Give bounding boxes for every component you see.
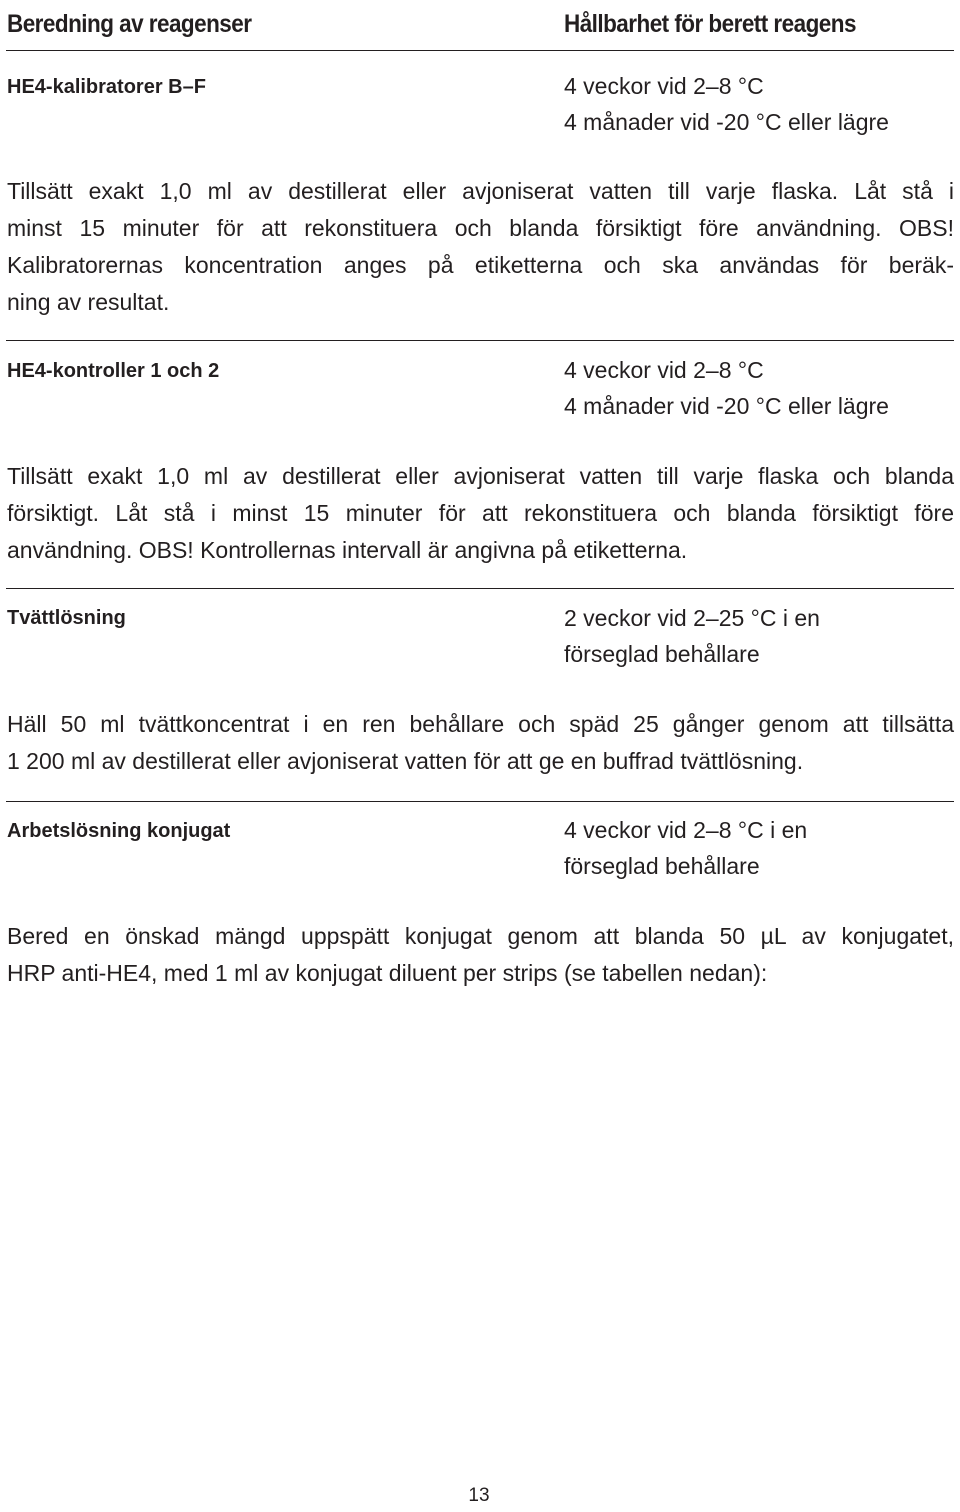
section-text-calibrators	[7, 173, 954, 321]
section-stability-wash-solution	[564, 600, 820, 672]
stability-line: förseglad behållare	[564, 853, 760, 879]
section-label-conjugate: Arbetslösning konjugat	[7, 820, 231, 842]
section-text-conjugate	[7, 918, 954, 992]
text-line: Tillsätt exakt 1,0 ml av destillerat eller avjoniserat vatten till varje flaska. Låt stå i	[7, 178, 954, 204]
section-stability-conjugate	[564, 812, 807, 884]
text-line: Häll 50 ml tvättkoncentrat i en ren behållare och späd 25 gånger genom att tillsätta	[7, 711, 954, 737]
page-number	[0, 1485, 960, 1507]
text-line: 1 200 ml av destillerat eller avjoniserat vatten för att ge en buffrad tvättlösning.	[7, 748, 804, 774]
text-line: Bered en önskad mängd uppspätt konjugat genom att blanda 50 µL av konjugatet,	[7, 923, 954, 949]
text-line: HRP anti-HE4, med 1 ml av konjugat diluent per strips (se tabellen nedan):	[7, 960, 768, 986]
section-text-controls	[7, 458, 954, 569]
text-line: ning av resultat.	[7, 289, 170, 315]
text-line: Tillsätt exakt 1,0 ml av destillerat eller avjoniserat vatten till varje flaska och blanda	[7, 463, 954, 489]
stability-line: 2 veckor vid 2–25 °C i en	[564, 605, 820, 631]
stability-line: 4 månader vid -20 °C eller lägre	[564, 393, 889, 419]
stability-line: förseglad behållare	[564, 641, 760, 667]
text-line: minst 15 minuter för att rekonstituera och blanda försiktigt före användning. OBS!	[7, 215, 954, 241]
section-label-controls: HE4-kontroller 1 och 2	[7, 360, 220, 382]
section-stability-controls	[564, 352, 889, 424]
section-divider	[6, 801, 954, 802]
stability-line: 4 månader vid -20 °C eller lägre	[564, 109, 889, 135]
column-header-preparation: Beredning av reagenser	[7, 10, 252, 38]
stability-line: 4 veckor vid 2–8 °C i en	[564, 817, 808, 843]
section-label-calibrators: HE4-kalibratorer B–F	[7, 76, 206, 98]
section-text-wash-solution	[7, 706, 954, 780]
page-number-text: 13	[468, 1485, 490, 1506]
header-divider	[6, 50, 954, 51]
stability-line: 4 veckor vid 2–8 °C	[564, 73, 764, 99]
section-label-wash-solution: Tvättlösning	[7, 607, 126, 629]
stability-line: 4 veckor vid 2–8 °C	[564, 357, 764, 383]
column-header-stability: Hållbarhet för berett reagens	[564, 10, 856, 38]
section-divider	[6, 340, 954, 341]
section-stability-calibrators	[564, 68, 889, 140]
section-divider	[6, 588, 954, 589]
text-line: Kalibratorernas koncentration anges på etiketterna och ska användas för beräk-	[7, 252, 954, 278]
text-line: användning. OBS! Kontrollernas intervall är angivna på etiketterna.	[7, 537, 688, 563]
text-line: försiktigt. Låt stå i minst 15 minuter för att rekonstituera och blanda försiktigt före	[7, 500, 954, 526]
